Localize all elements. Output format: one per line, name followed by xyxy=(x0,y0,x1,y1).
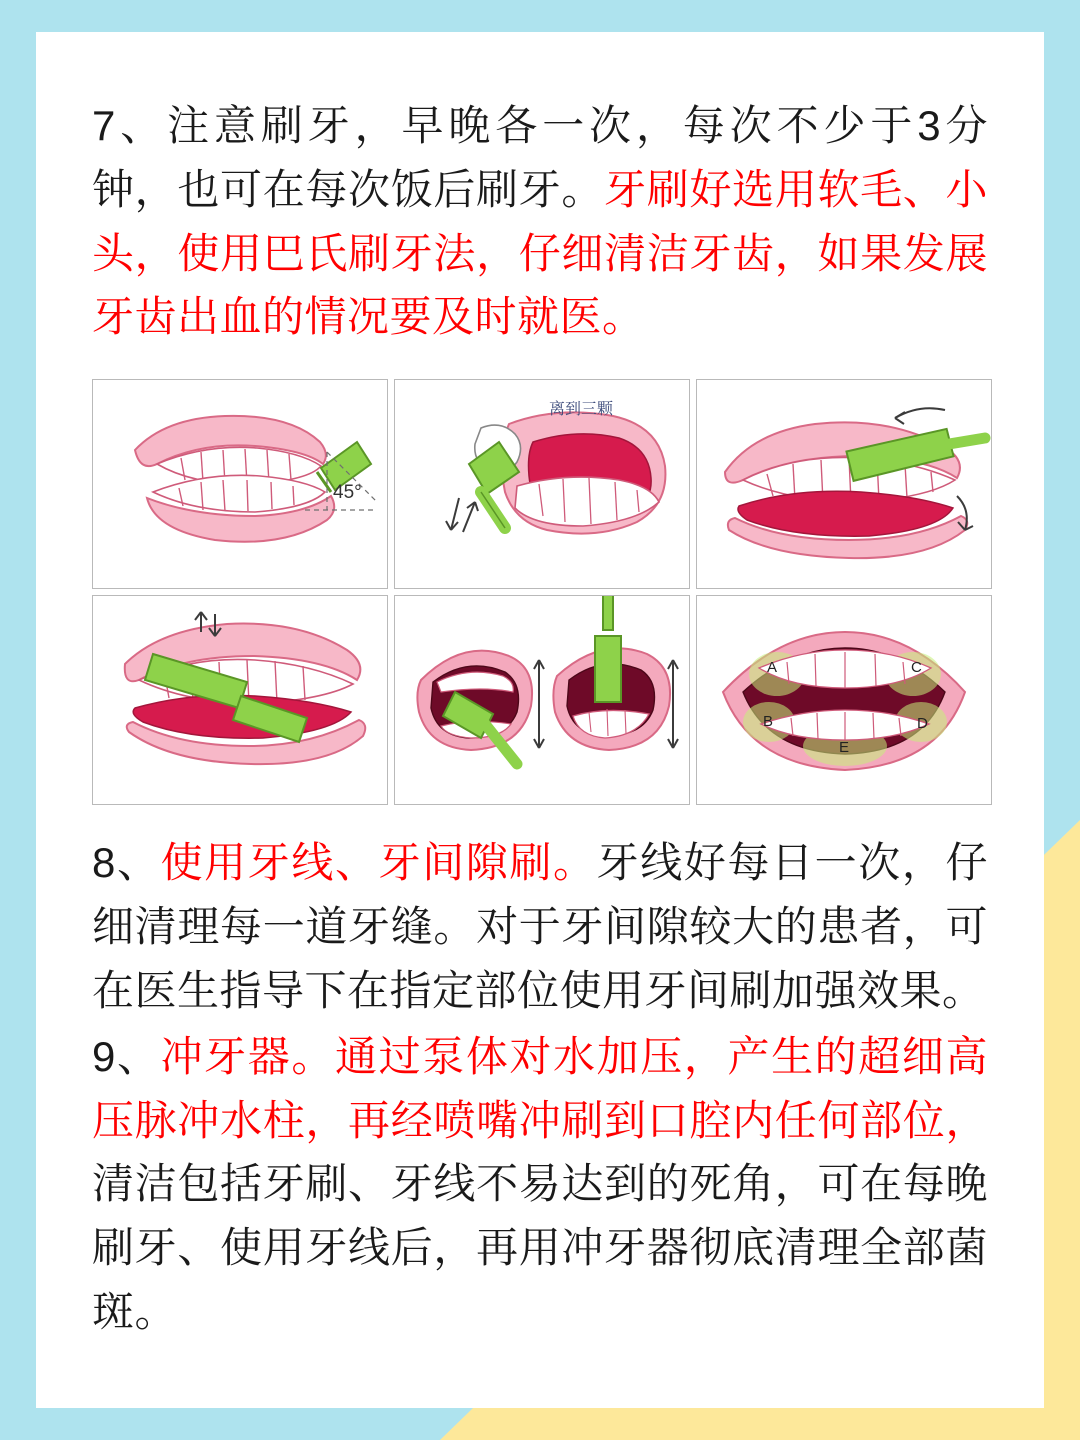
paragraph-item-9 xyxy=(92,1025,988,1344)
paragraph-8-segment-black-2: 牙线好每日一次，仔细清理每一道牙缝。对于牙间隙较大的患者，可在医生指导下在指定部位使用牙间刷加强效果。 xyxy=(92,839,988,1014)
paragraph-9-segment-black-2: 清洁包括牙刷、牙线不易达到的死角，可在每晚刷牙、使用牙线后，再用冲牙器彻底清理全部菌斑。 xyxy=(92,1160,988,1336)
paragraph-item-8 xyxy=(92,831,988,1022)
paragraph-9-segment-red: 冲牙器。通过泵体对水加压，产生的超细高压脉冲水柱，再经喷嘴冲刷到口腔内任何部位， xyxy=(92,1032,988,1144)
paragraph-9-segment-black-1: 9、 xyxy=(92,1032,161,1080)
svg-text:45°: 45° xyxy=(333,482,362,504)
svg-text:C: C xyxy=(911,659,922,677)
figure-cell-brush-angle-45 xyxy=(92,379,388,589)
brushing-technique-figure-grid xyxy=(92,379,992,805)
paragraph-7-segment-black: 7、注意刷牙，早晚各一次，每次不少于3分钟，也可在每次饭后刷牙。 xyxy=(92,102,988,213)
svg-text:D: D xyxy=(917,715,928,733)
paragraph-item-7 xyxy=(92,94,988,349)
note-card xyxy=(36,32,1044,1408)
paragraph-7-segment-red: 牙刷好选用软毛、小头，使用巴氏刷牙法，仔细清洁牙齿，如果发展牙齿出血的情况要及时就医。 xyxy=(92,165,988,341)
figure-cell-brush-lower-outer-surface xyxy=(92,595,388,805)
note-content xyxy=(36,32,1044,1344)
svg-text:E: E xyxy=(839,739,850,757)
svg-text:B: B xyxy=(763,713,774,731)
figure-cell-brush-two-three-teeth xyxy=(394,379,690,589)
svg-text:离到三颗: 离到三颗 xyxy=(549,401,614,419)
figure-cell-brush-coverage-zones xyxy=(696,595,992,805)
svg-text:A: A xyxy=(767,659,778,677)
figure-cell-brush-inner-front-teeth xyxy=(394,595,690,805)
paragraph-8-segment-red: 使用牙线、牙间隙刷。 xyxy=(160,839,597,887)
figure-cell-brush-upper-outer-surface xyxy=(696,379,992,589)
paragraph-8-segment-black-1: 8、 xyxy=(92,839,161,887)
